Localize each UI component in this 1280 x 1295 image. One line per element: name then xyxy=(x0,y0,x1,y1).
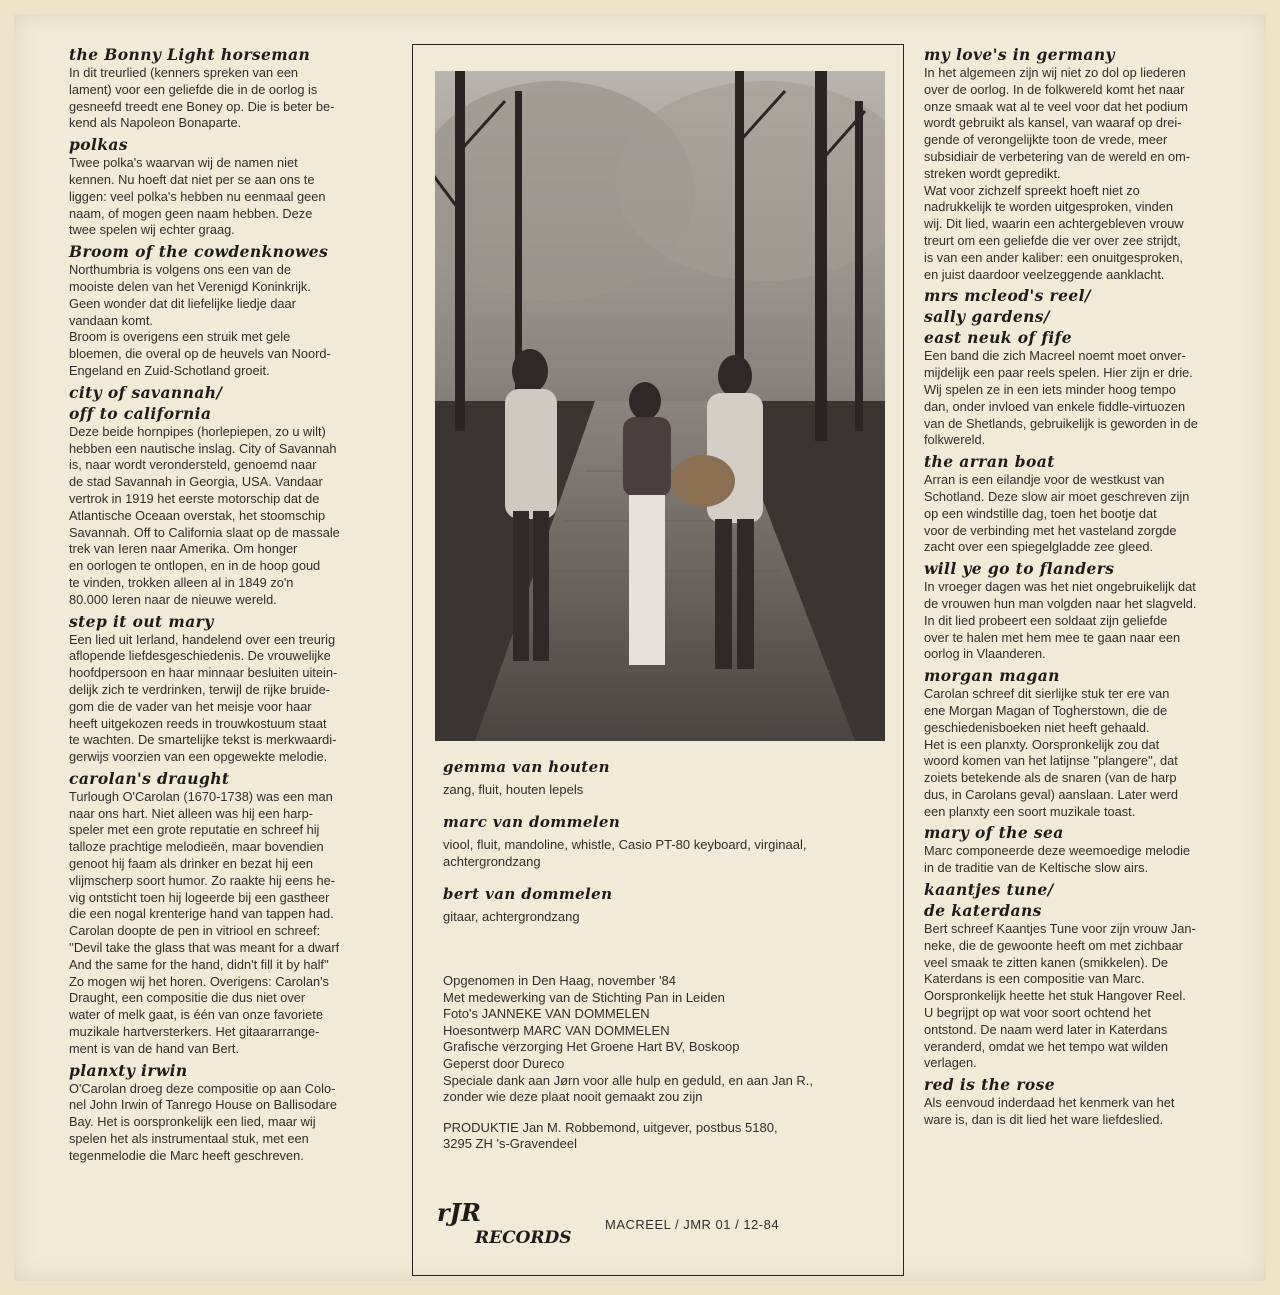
label-row xyxy=(435,1195,885,1255)
song-entry xyxy=(69,380,411,609)
song-title: the Bonny Light horseman xyxy=(69,45,311,64)
song-description: Turlough O'Carolan (1670-1738) was een man naar ons hart. Niet alleen was hij een harp- speler met een grote reputatie en schreef hij talloze prachtige melodieën, maar bovendien genoot hij faam als drinker en bezat hij een vlijmscherp soort humor. Zo raakte hij eens he- vig ontsticht toen hij logeerde bij een gastheer die een nogal krenterige hand van tappen had. Carolan doopte de pen in vitriool en schreef: ''Devil take the glass that was meant for a dwarf And the same for the hand, didn't fill it by half'' Zo mogen wij het horen. Overigens: Carolan's Draught, een compositie die dus niet over water of melk gaat, is één van onze favoriete muzikale hartversterkers. Het gitaararrange- ment is van de hand van Bert. xyxy=(69,788,340,1056)
song-entry xyxy=(924,283,1254,449)
song-description: Bert schreef Kaantjes Tune voor zijn vrouw Jan- neke, die de gewoonte heeft om met zichbaar veel smaak te zitten kanen (smikkelen). De Katerdans is een compositie van Marc. Oorspronkelijk heette het stuk Hangover Reel. U begrijpt op wat voor soort ochtend het ontstond. De naam werd later in Katerdans veranderd, omdat we het tempo wat wilden verlagen. xyxy=(924,921,1196,1071)
jmr-records-logo xyxy=(435,1195,585,1251)
song-title: kaantjes tune/ de katerdans xyxy=(924,880,1054,921)
song-entry xyxy=(69,42,411,132)
song-entry xyxy=(924,42,1254,283)
song-title: step it out mary xyxy=(69,611,214,631)
song-description: Als eenvoud inderdaad het kenmerk van het ware is, dan is dit lied het ware liefdeslied. xyxy=(924,1095,1175,1128)
song-description: Twee polka's waarvan wij de namen niet kennen. Nu hoeft dat niet per se aan ons te liggen: veel polka's hebben nu eenmaal geen naam, of mogen geen naam hebben. Deze twee spelen wij echter graag. xyxy=(69,155,326,238)
song-description: O'Carolan droeg deze compositie op aan Colo- nel John Irwin of Tanrego House on Ballisodare Bay. Het is oorspronkelijk een lied, maar wij spelen het als instrumentaal stuk, met een tegenmelodie die Marc heeft geschreven. xyxy=(69,1080,337,1163)
song-description: Een band die zich Macreel noemt moet onver- mijdelijk een paar reels spelen. Hier zijn er drie. Wij spelen ze in een iets minder hoog tempo dan, onder invloed van enkele fiddle-virtuozen van de Shetlands, gebruikelijk is geworden in de folkwereld. xyxy=(924,348,1198,448)
song-title: red is the rose xyxy=(924,1075,1056,1095)
song-entry xyxy=(69,239,411,380)
member-instruments: viool, fluit, mandoline, whistle, Casio PT-80 keyboard, virginaal, achtergrondzang xyxy=(443,837,807,869)
svg-text:rJR: rJR xyxy=(437,1198,481,1227)
band-photo xyxy=(435,71,885,741)
production-line: Opgenomen in Den Haag, november '84 xyxy=(443,973,677,988)
song-title: mrs mcleod's reel/ sally gardens/ east neuk of fife xyxy=(924,286,1091,348)
member-instruments: zang, fluit, houten lepels xyxy=(443,782,584,797)
song-entry xyxy=(69,766,411,1058)
song-title: planxty irwin xyxy=(69,1060,188,1080)
band-photo-illustration xyxy=(435,71,885,741)
member-instruments: gitaar, achtergrondzang xyxy=(443,909,580,924)
production-credits xyxy=(443,973,893,1153)
song-title: morgan magan xyxy=(924,666,1060,686)
production-line: Geperst door Dureco xyxy=(443,1055,565,1071)
band-members xyxy=(443,757,893,925)
production-line: zonder wie deze plaat nooit gemaakt zou zijn xyxy=(443,1089,703,1105)
member-name: marc van dommelen xyxy=(443,813,621,831)
song-entry xyxy=(69,609,411,766)
song-description: In vroeger dagen was het niet ongebruikelijk dat de vrouwen hun man volgden naar het slagveld. In dit lied probeert een soldaat zijn geliefde over te halen met hem mee te gaan naar een oorlog in Vlaanderen. xyxy=(924,579,1197,662)
production-line: Met medewerking van de Stichting Pan in Leiden xyxy=(443,989,725,1005)
member-name: bert van dommelen xyxy=(443,885,613,903)
production-line: Speciale dank aan Jørn voor alle hulp en geduld, en aan Jan R., xyxy=(443,1072,814,1088)
production-line: Foto's JANNEKE VAN DOMMELEN xyxy=(443,1006,650,1022)
song-title: carolan's draught xyxy=(69,768,230,788)
song-description: Northumbria is volgens ons een van de mooiste delen van het Verenigd Koninkrijk. Geen wonder dat dit liefelijke liedje daar vandaan komt. Broom is overigens een struik met gele bloemen, die overal op de heuvels van Noord- Engeland en Zuid-Schotland groeit. xyxy=(69,262,331,378)
song-title: the arran boat xyxy=(924,452,1055,472)
song-entry xyxy=(924,449,1254,556)
song-description: Marc componeerde deze weemoedige melodie in de traditie van de Keltische slow airs. xyxy=(924,843,1191,876)
production-line: Hoesontwerp MARC VAN DOMMELEN xyxy=(443,1022,670,1038)
song-title: city of savannah/ off to california xyxy=(69,382,223,423)
catalog-number: MACREEL / JMR 01 / 12-84 xyxy=(605,1217,780,1232)
song-title: will ye go to flanders xyxy=(924,559,1115,579)
center-panel xyxy=(412,44,904,1276)
song-description: In dit treurlied (kenners spreken van een lament) voor een geliefde die in de oorlog is gesneefd treedt ene Boney op. Die is beter be- kend als Napoleon Bonaparte. xyxy=(69,65,335,131)
song-entry xyxy=(924,877,1254,1072)
member-name: gemma van houten xyxy=(443,758,610,776)
song-description: Arran is een eilandje voor de westkust van Schotland. Deze slow air moet geschreven zijn op een windstille dag, toen het bootje dat voor de verbinding met het vasteland zorgde zacht over een spiegelgladde zee gleed. xyxy=(924,472,1190,555)
song-entry xyxy=(69,1058,411,1165)
song-title: mary of the sea xyxy=(924,823,1064,843)
producer-line: PRODUKTIE Jan M. Robbemond, uitgever, postbus 5180, 3295 ZH 's-Gravendeel xyxy=(443,1119,778,1152)
song-description: Een lied uit Ierland, handelend over een treurig aflopende liefdesgeschiedenis. De vrouwelijke hoofdpersoon en haar minnaar besluiten uitein- delijk zich te verdrinken, terwijl de rijke bruide- gom die de vader van het meisje voor haar heeft uitgekozen reeds in trouwkostuum staat te wachten. De smartelijke tekst is merkwaardi- gerwijs voorzien van een opgewekte melodie. xyxy=(69,631,338,765)
song-entry xyxy=(924,556,1254,663)
record-sleeve-back xyxy=(14,14,1266,1281)
song-entry xyxy=(924,820,1254,877)
song-title: my love's in germany xyxy=(924,45,1115,64)
left-liner-notes xyxy=(69,42,411,1165)
song-title: polkas xyxy=(69,135,128,155)
song-entry xyxy=(924,663,1254,820)
production-line: Grafische verzorging Het Groene Hart BV, Boskoop xyxy=(443,1039,740,1055)
song-title: Broom of the cowdenknowes xyxy=(69,242,329,262)
song-entry xyxy=(69,132,411,239)
right-liner-notes xyxy=(924,42,1254,1129)
svg-text:RECORDS: RECORDS xyxy=(475,1228,572,1248)
song-description: Deze beide hornpipes (horlepiepen, zo u wilt) hebben een nautische inslag. City of Savannah is, naar wordt verondersteld, genoemd naar de stad Savannah in Georgia, USA. Vandaar vertrok in 1919 het eerste motorschip dat de Atlantische Oceaan overstak, het stoomschip Savannah. Off to California slaat op de massale trek van Ieren naar Amerika. Om honger en oorlogen te ontlopen, en in de hoop goud te vinden, trokken alleen al in 1849 zo'n 80.000 Ieren naar de nieuwe wereld. xyxy=(69,423,340,607)
song-description: Carolan schreef dit sierlijke stuk ter ere van ene Morgan Magan of Togherstown, die de geschiedenisboeken niet heeft gehaald. Het is een planxty. Oorspronkelijk zou dat woord komen van het latijnse ''plangere'', dat zoiets betekende als de snaren (van de harp dus, in Carolans geval) aanslaan. Later werd een planxty een soort muzikale toast. xyxy=(924,686,1178,819)
song-description: In het algemeen zijn wij niet zo dol op liederen over de oorlog. In de folkwereld komt het naar onze smaak wat al te veel voor dat het podium wordt gebruikt als kansel, van waaraf op drei- gende of verongelijkte toon de vrede, meer subsidiair de verbetering van de wereld en om- streken wordt gepredikt. Wat voor zichzelf spreekt hoeft niet zo nadrukkelijk te worden uitgesproken, vinden wij. Dit lied, waarin een achtergebleven vrouw treurt om een geliefde die ver over zee strijdt, is van een ander kaliber: een onuitgesproken, en juist daardoor veelzeggende aanklacht. xyxy=(924,65,1191,282)
song-entry xyxy=(924,1072,1254,1129)
